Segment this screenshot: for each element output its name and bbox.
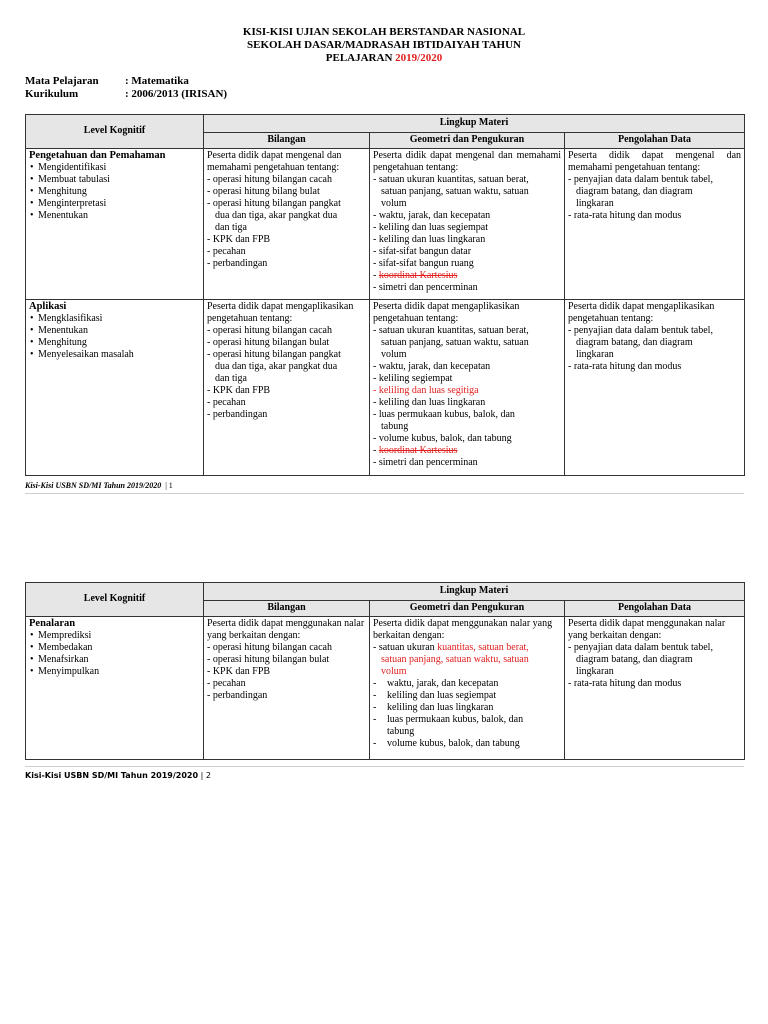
list-item: - keliling dan luas segiempat: [373, 222, 488, 233]
footer-page-number: | 1: [165, 481, 173, 490]
list-item: [373, 714, 561, 726]
dash-spacer: [373, 726, 387, 738]
list-item: volum: [381, 198, 407, 209]
curriculum-value: : 2006/2013 (IRISAN): [125, 88, 228, 100]
list-item: - satuan ukuran kuantitas, satuan berat,: [373, 174, 529, 185]
list-item-struck: [373, 445, 561, 457]
list-item: - waktu, jarak, dan kecepatan: [373, 361, 491, 372]
item-text: waktu, jarak, dan kecepatan: [387, 678, 499, 689]
level-title: Aplikasi: [29, 301, 67, 312]
list-item: lingkaran: [576, 349, 614, 360]
list-item: - pecahan: [207, 678, 246, 689]
list-item: - perbandingan: [207, 258, 268, 269]
list-item: - penyajian data dalam bentuk tabel,: [568, 325, 713, 336]
list-item: - keliling segiempat: [373, 373, 453, 384]
item-text: keliling dan luas lingkaran: [387, 702, 494, 713]
list-item: - operasi hitung bilangan cacah: [207, 642, 332, 653]
dash: -: [373, 702, 377, 713]
level-header: Level Kognitif: [26, 115, 204, 149]
list-item: - operasi hitung bilangan cacah: [207, 325, 332, 336]
page-footer-1: [25, 481, 173, 490]
dash: -: [373, 690, 377, 701]
list-item: - simetri dan pencerminan: [373, 282, 478, 293]
list-item: lingkaran: [576, 666, 614, 677]
item-text: - satuan ukuran: [373, 642, 438, 653]
list-item: - pecahan: [207, 246, 246, 257]
list-item: • Menafsirkan: [29, 654, 200, 666]
list-item: - perbandingan: [207, 409, 268, 420]
list-item: • Menentukan: [29, 210, 200, 222]
list-item: - rata-rata hitung dan modus: [568, 361, 682, 372]
title-line-3: [0, 52, 768, 65]
dash: -: [373, 738, 377, 749]
list-item: lingkaran: [576, 198, 614, 209]
list-item: • Membuat tabulasi: [29, 174, 200, 186]
scope-header: Lingkup Materi: [204, 115, 745, 133]
list-item: dua dan tiga, akar pangkat dua: [215, 210, 338, 221]
item-text-highlighted: kuantitas, satuan berat,: [437, 642, 529, 653]
cell-intro: Peserta didik dapat mengenal dan memahami pengetahuan tentang:: [568, 150, 742, 173]
dash: -: [373, 445, 379, 456]
level-cell: [26, 617, 204, 760]
title-prefix: PELAJARAN: [325, 52, 396, 64]
list-item: - sifat-sifat bangun ruang: [373, 258, 474, 269]
list-item: • Mengidentifikasi: [29, 162, 200, 174]
list-item: • Mengklasifikasi: [29, 313, 200, 325]
title-line-1: KISI-KISI UJIAN SEKOLAH BERSTANDAR NASIONAL: [242, 26, 526, 38]
list-item: [373, 690, 561, 702]
col-bilangan-header: Bilangan: [204, 601, 370, 617]
struck-text: koordinat Kartesius: [378, 445, 458, 456]
dash: -: [373, 270, 379, 281]
geometri-cell: [370, 300, 565, 476]
title-year: 2019/2020: [395, 52, 443, 64]
list-item: - sifat-sifat bangun datar: [373, 246, 472, 257]
list-item: - luas permukaan kubus, balok, dan: [373, 409, 515, 420]
cell-intro: Peserta didik dapat mengenal dan memahami pengetahuan tentang:: [373, 150, 561, 173]
subject-value: : Matematika: [125, 75, 189, 87]
level-title: Penalaran: [29, 618, 76, 629]
list-item-highlighted: - keliling dan luas segitiga: [373, 385, 479, 396]
list-item: - pecahan: [207, 397, 246, 408]
list-item: - keliling dan luas lingkaran: [373, 234, 486, 245]
list-item: [373, 678, 561, 690]
footer-page-number: | 2: [200, 771, 211, 780]
col-data-header: Pengolahan Data: [565, 601, 745, 617]
list-item: tabung: [381, 421, 409, 432]
col-bilangan-header: Bilangan: [204, 133, 370, 149]
struck-text: koordinat Kartesius: [378, 270, 458, 281]
cell-intro: Peserta didik dapat mengaplikasikan pengetahuan tentang:: [373, 301, 520, 324]
scope-header: Lingkup Materi: [204, 583, 745, 601]
subject-label: Mata Pelajaran: [25, 75, 99, 87]
item-text: keliling dan luas segiempat: [387, 690, 497, 701]
geometri-cell: [370, 149, 565, 300]
footer-text: Kisi-Kisi USBN SD/MI Tahun 2019/2020: [25, 771, 199, 780]
page-divider: [25, 766, 744, 767]
list-item: - KPK dan FPB: [207, 385, 271, 396]
kisi-table-page-1: [25, 114, 745, 476]
data-cell: [565, 300, 745, 476]
cell-intro: Peserta didik dapat mengaplikasikan pengetahuan tentang:: [568, 301, 715, 324]
list-item: - keliling dan luas lingkaran: [373, 397, 486, 408]
table-row: [26, 617, 745, 760]
page-footer-2: [25, 771, 211, 780]
list-item: - operasi hitung bilang bulat: [207, 186, 320, 197]
list-item: • Menghitung: [29, 186, 200, 198]
kisi-table-page-2: [25, 582, 745, 760]
level-bullets: [29, 313, 200, 361]
list-item: • Menyimpulkan: [29, 666, 200, 678]
item-text: luas permukaan kubus, balok, dan: [387, 714, 524, 725]
list-item: - operasi hitung bilangan pangkat: [207, 349, 341, 360]
cell-intro: Peserta didik dapat menggunakan nalar yang berkaitan dengan:: [207, 618, 365, 641]
dash: -: [373, 714, 377, 725]
cell-intro: Peserta didik dapat menggunakan nalar yang berkaitan dengan:: [373, 618, 553, 641]
list-item: - operasi hitung bilangan pangkat: [207, 198, 341, 209]
meta-block: [25, 75, 227, 101]
list-item: - perbandingan: [207, 690, 268, 701]
list-item: - waktu, jarak, dan kecepatan: [373, 210, 491, 221]
list-item: - rata-rata hitung dan modus: [568, 678, 682, 689]
data-cell: [565, 617, 745, 760]
page-divider: [25, 493, 744, 494]
list-item: satuan panjang, satuan waktu, satuan: [381, 337, 529, 348]
item-text: volume kubus, balok, dan tabung: [387, 738, 520, 749]
list-item: • Menyelesaikan masalah: [29, 349, 200, 361]
level-header: Level Kognitif: [26, 583, 204, 617]
list-item-struck: [373, 270, 561, 282]
bilangan-cell: [204, 617, 370, 760]
list-item: [373, 702, 561, 714]
item-text: tabung: [387, 726, 415, 737]
level-cell: [26, 149, 204, 300]
level-title: Pengetahuan dan Pemahaman: [29, 150, 166, 161]
list-item: - rata-rata hitung dan modus: [568, 210, 682, 221]
list-item: - operasi hitung bilangan bulat: [207, 337, 330, 348]
cell-intro: Peserta didik dapat mengaplikasikan pengetahuan tentang:: [207, 301, 354, 324]
list-item: - volume kubus, balok, dan tabung: [373, 433, 512, 444]
list-item: [373, 738, 561, 750]
bilangan-cell: [204, 300, 370, 476]
list-item: - satuan ukuran kuantitas, satuan berat,: [373, 325, 529, 336]
list-item: volum: [381, 349, 407, 360]
list-item: • Menghitung: [29, 337, 200, 349]
list-item: satuan panjang, satuan waktu, satuan: [381, 186, 529, 197]
list-item: - KPK dan FPB: [207, 666, 271, 677]
list-item: dan tiga: [215, 222, 247, 233]
list-item: diagram batang, dan diagram: [576, 654, 693, 665]
table-row: [26, 149, 745, 300]
list-item: - operasi hitung bilangan cacah: [207, 174, 332, 185]
list-item: diagram batang, dan diagram: [576, 186, 693, 197]
table-row: [26, 300, 745, 476]
dash: -: [373, 678, 377, 689]
col-data-header: Pengolahan Data: [565, 133, 745, 149]
cell-intro: Peserta didik dapat mengenal dan memahami pengetahuan tentang:: [207, 150, 342, 173]
list-item: - simetri dan pencerminan: [373, 457, 478, 468]
list-item: - operasi hitung bilangan bulat: [207, 654, 330, 665]
level-cell: [26, 300, 204, 476]
list-item-highlighted: satuan panjang, satuan waktu, satuan: [381, 654, 529, 665]
level-bullets: [29, 630, 200, 678]
list-item: • Membedakan: [29, 642, 200, 654]
level-bullets: [29, 162, 200, 222]
col-geometri-header: Geometri dan Pengukuran: [370, 133, 565, 149]
list-item: [373, 642, 561, 654]
list-item-highlighted: volum: [381, 666, 407, 677]
list-item: • Menentukan: [29, 325, 200, 337]
title-line-2: SEKOLAH DASAR/MADRASAH IBTIDAIYAH TAHUN: [247, 39, 521, 51]
geometri-cell: [370, 617, 565, 760]
col-geometri-header: Geometri dan Pengukuran: [370, 601, 565, 617]
footer-text: Kisi-Kisi USBN SD/MI Tahun 2019/2020: [25, 481, 162, 490]
list-item: dua dan tiga, akar pangkat dua: [215, 361, 338, 372]
bilangan-cell: [204, 149, 370, 300]
cell-intro: Peserta didik dapat menggunakan nalar yang berkaitan dengan:: [568, 618, 726, 641]
list-item: - penyajian data dalam bentuk tabel,: [568, 642, 713, 653]
list-item: - KPK dan FPB: [207, 234, 271, 245]
list-item: - penyajian data dalam bentuk tabel,: [568, 174, 713, 185]
list-item: diagram batang, dan diagram: [576, 337, 693, 348]
document-title: [0, 26, 768, 65]
curriculum-label: Kurikulum: [25, 88, 79, 100]
list-item: [373, 726, 561, 738]
list-item: • Menginterpretasi: [29, 198, 200, 210]
list-item: • Memprediksi: [29, 630, 200, 642]
data-cell: [565, 149, 745, 300]
list-item: dan tiga: [215, 373, 247, 384]
